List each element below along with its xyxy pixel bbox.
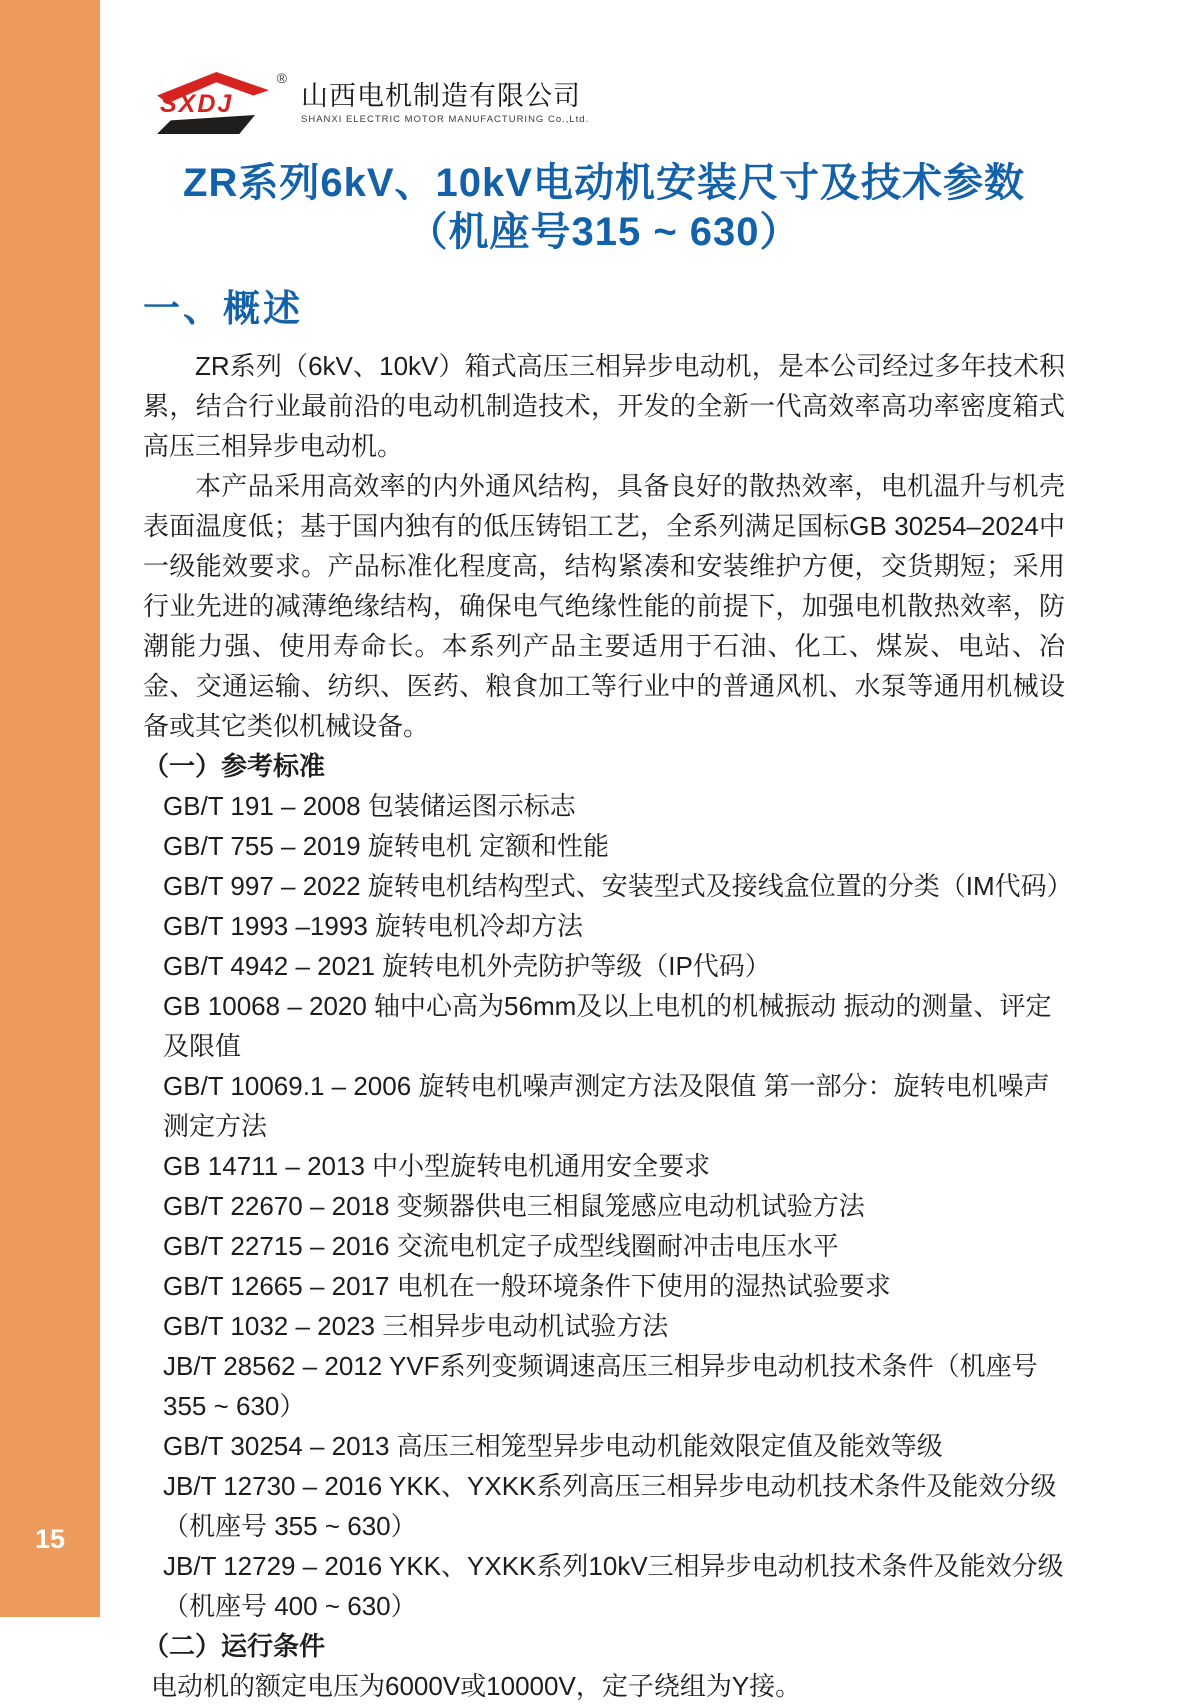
standard-item: GB/T 22715 – 2016 交流电机定子成型线圈耐冲击电压水平 bbox=[163, 1231, 839, 1261]
standard-item: GB/T 1032 – 2023 三相异步电动机试验方法 bbox=[163, 1311, 669, 1341]
operating-conditions-text: 电动机的额定电压为6000V或10000V，定子绕组为Y接。 bbox=[151, 1671, 802, 1701]
standard-item: JB/T 28562 – 2012 YVF系列变频调速高压三相异步电动机技术条件（机座号355 ~ 630） bbox=[163, 1351, 1038, 1421]
standard-item: GB 10068 – 2020 轴中心高为56mm及以上电机的机械振动 振动的测量、评定及限值 bbox=[163, 991, 1052, 1061]
sidebar-strip bbox=[0, 0, 100, 1617]
registered-trademark-icon: ® bbox=[276, 70, 287, 86]
logo-abbr: SXDJ bbox=[160, 90, 234, 118]
doc-title-line1: ZR系列6kV、10kV电动机安装尺寸及技术参数 bbox=[183, 161, 1025, 205]
standard-item: JB/T 12729 – 2016 YKK、YXKK系列10kV三相异步电动机技术条件及能效分级（机座号 400 ~ 630） bbox=[163, 1551, 1064, 1621]
document-title bbox=[143, 158, 1065, 256]
company-names bbox=[301, 81, 589, 125]
standard-item: GB/T 755 – 2019 旋转电机 定额和性能 bbox=[163, 831, 609, 861]
company-logo bbox=[157, 70, 1065, 136]
overview-paragraph: ZR系列（6kV、10kV）箱式高压三相异步电动机，是本公司经过多年技术积累，结合行业最前沿的电动机制造技术，开发的全新一代高效率高功率密度箱式高压三相异步电动机。 bbox=[143, 351, 1065, 461]
standard-item: GB/T 30254 – 2013 高压三相笼型异步电动机能效限定值及能效等级 bbox=[163, 1431, 943, 1461]
standard-item: GB/T 12665 – 2017 电机在一般环境条件下使用的湿热试验要求 bbox=[163, 1271, 891, 1301]
company-name-cn: 山西电机制造有限公司 bbox=[301, 81, 581, 111]
page-number: 15 bbox=[34, 1524, 66, 1554]
standard-item: GB/T 1993 –1993 旋转电机冷却方法 bbox=[163, 911, 584, 941]
company-name-en: SHANXI ELECTRIC MOTOR MANUFACTURING Co.,Ltd. bbox=[301, 114, 590, 125]
standard-item: GB/T 191 – 2008 包装储运图示标志 bbox=[163, 791, 576, 821]
standard-item: JB/T 12730 – 2016 YKK、YXKK系列高压三相异步电动机技术条件及能效分级（机座号 355 ~ 630） bbox=[163, 1471, 1057, 1541]
standards-list bbox=[143, 786, 1073, 1626]
standard-item: GB/T 4942 – 2021 旋转电机外壳防护等级（IP代码） bbox=[163, 951, 771, 981]
doc-title-line2: （机座号315 ~ 630） bbox=[407, 210, 801, 254]
page-content bbox=[143, 0, 1073, 1706]
subsection-heading-standards: （一）参考标准 bbox=[143, 751, 326, 781]
overview-paragraph: 本产品采用高效率的内外通风结构，具备良好的散热效率，电机温升与机壳表面温度低；基于国内独有的低压铸铝工艺，全系列满足国标GB 30254–2024中一级能效要求。产品标准化程度高，结构紧凑和安装维护方便，交货期短；采用行业先进的减薄绝缘结构，确保电气绝缘性能的前提下，加强电机散热效率，防潮能力强、使用寿命长。本系列产品主要适用于石油、化工、煤炭、电站、冶金、交通运输、纺织、医药、粮食加工等行业中的普通风机、水泵等通用机械设备或其它类似机械设备。 bbox=[143, 471, 1065, 741]
standard-item: GB/T 10069.1 – 2006 旋转电机噪声测定方法及限值 第一部分：旋转电机噪声测定方法 bbox=[163, 1071, 1050, 1141]
standard-item: GB 14711 – 2013 中小型旋转电机通用安全要求 bbox=[163, 1151, 711, 1181]
sxdj-logo-icon bbox=[157, 70, 287, 134]
standard-item: GB/T 22670 – 2018 变频器供电三相鼠笼感应电动机试验方法 bbox=[163, 1191, 865, 1221]
standard-item: GB/T 997 – 2022 旋转电机结构型式、安装型式及接线盒位置的分类（IM代码） bbox=[163, 871, 1073, 901]
subsection-heading-operating: （二）运行条件 bbox=[143, 1631, 326, 1661]
section-heading-overview: 一、概述 bbox=[143, 288, 303, 329]
